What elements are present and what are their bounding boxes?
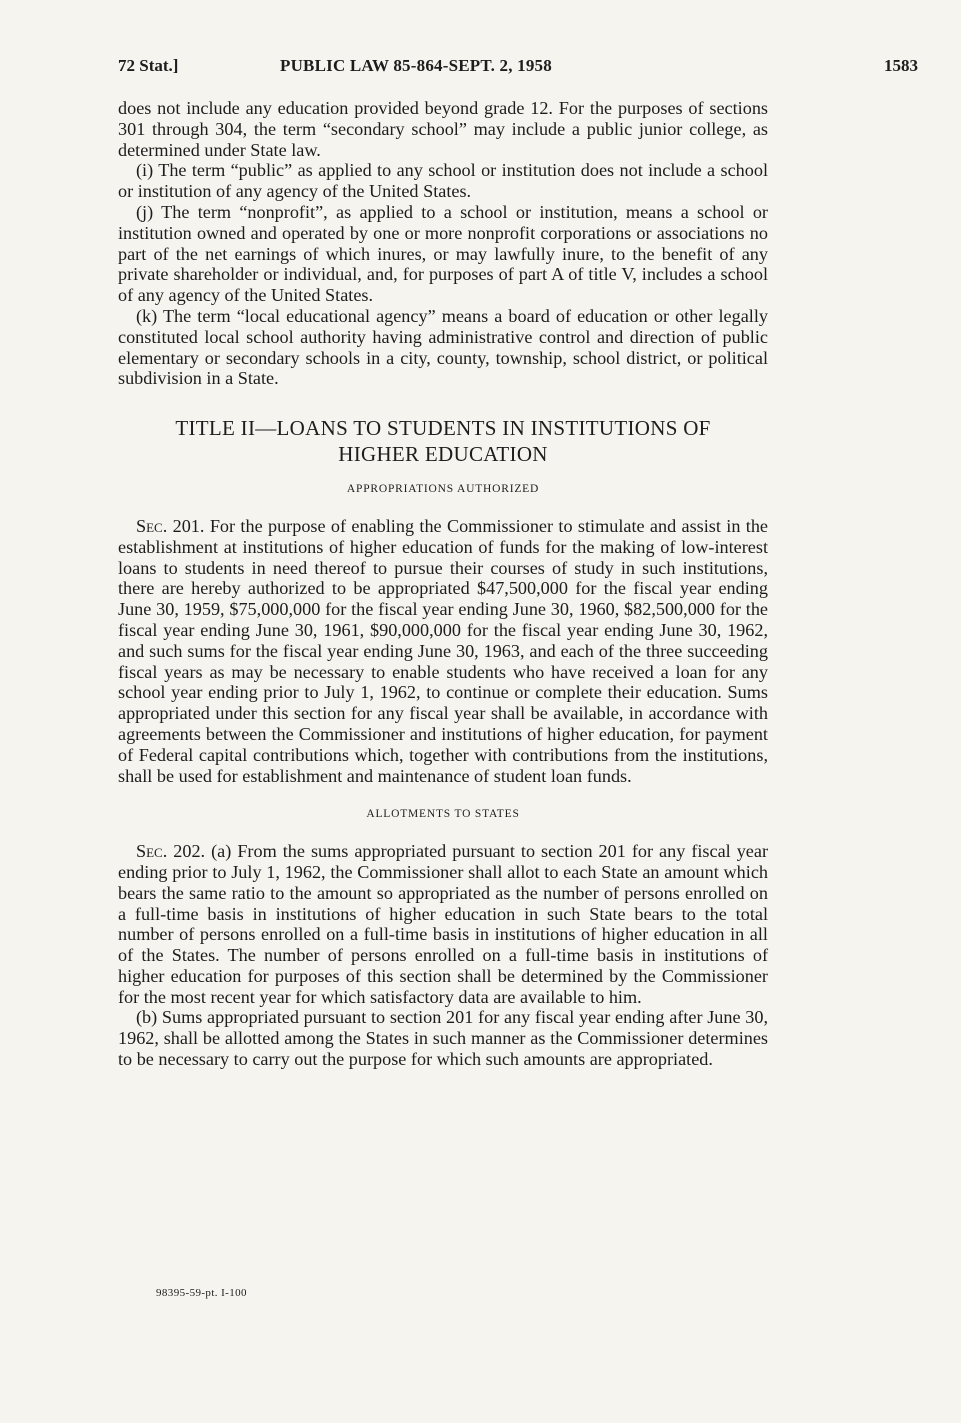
section-202-b: (b) Sums appropriated pursuant to section 201 for any fiscal year ending after June 30, 1962, shall be allotted among the States in such manner as the Commissioner determines to be necessary to carry out the purpose for which such amounts are appropriated. (118, 1007, 768, 1070)
running-header (118, 56, 918, 82)
paragraph-i: (i) The term “public” as applied to any school or institution does not include a school or institution of any agency of the United States. (118, 160, 768, 202)
subheading-appropriations: APPROPRIATIONS AUTHORIZED (346, 483, 540, 496)
title-line-2: HIGHER EDUCATION (338, 442, 548, 467)
section-202-a (118, 841, 768, 1007)
paragraph-j: (j) The term “nonprofit”, as applied to a school or institution, means a school or institution owned and operated by one or more nonprofit corporations or associations no part of the net earnings of which inures, or may lawfully inure, to the benefit of any private shareholder or individual, and, for purposes of part A of title V, includes a school of any agency of the United States. (118, 201, 768, 306)
header-statute-ref: 72 Stat.] (118, 56, 179, 75)
section-202-a-text: (a) From the sums appropriated pursuant to section 201 for any fiscal year ending prior to July 1, 1962, the Commissioner shall allot to each State an amount which bears the same ratio to the amount so appropriated as the number of persons enrolled on a full-time basis in institutions of higher education in such State bears to the total number of persons enrolled on a full-time basis in institutions of higher education in all of the States. The number of persons enrolled on a full-time basis in institutions of higher education for purposes of this section shall be determined by the Commissioner for the most recent year for which satisfactory data are available to him. (118, 841, 768, 1007)
page-body (118, 98, 768, 1070)
section-201 (118, 516, 768, 786)
print-code-footer: 98395-59-pt. I-100 (156, 1287, 247, 1299)
paragraph-k: (k) The term “local educational agency” means a board of education or other legally constituted local school authority having administrative control and direction of public elementary or secondary schools in a city, county, township, school district, or political subdivision in a State. (118, 305, 768, 389)
header-law-title: PUBLIC LAW 85-864-SEPT. 2, 1958 (280, 56, 552, 75)
title-heading (118, 415, 768, 467)
paragraph-continuation: does not include any education provided beyond grade 12. For the purposes of sections 301 through 304, the term “secondary school” may include a public junior college, as determined under State law. (118, 98, 768, 160)
page-number: 1583 (884, 56, 918, 75)
section-202-label: Sec. 202. (136, 841, 206, 862)
subheading-allotments: ALLOTMENTS TO STATES (366, 808, 520, 821)
title-line-1: TITLE II—LOANS TO STUDENTS IN INSTITUTIONS OF (175, 416, 711, 441)
section-201-label: Sec. 201. (136, 515, 205, 536)
section-201-text: For the purpose of enabling the Commissioner to stimulate and assist in the establishment at institutions of higher education of funds for the making of low-interest loans to students in need thereof to pursue their courses of study in such institutions, there are hereby authorized to be appropriated $47,500,000 for the fiscal year ending June 30, 1959, $75,000,000 for the fiscal year ending June 30, 1960, $82,500,000 for the fiscal year ending June 30, 1961, $90,000,000 for the fiscal year ending June 30, 1962, and such sums for the fiscal year ending June 30, 1963, and each of the three succeeding fiscal years as may be necessary to enable students who have received a loan for any school year ending prior to July 1, 1962, to continue or complete their education. Sums appropriated under this section for any fiscal year shall be available, in accordance with agreements between the Commissioner and institutions of higher education, for payment of Federal capital contributions which, together with contributions from the institutions, shall be used for establishment and maintenance of student loan funds. (118, 515, 768, 786)
